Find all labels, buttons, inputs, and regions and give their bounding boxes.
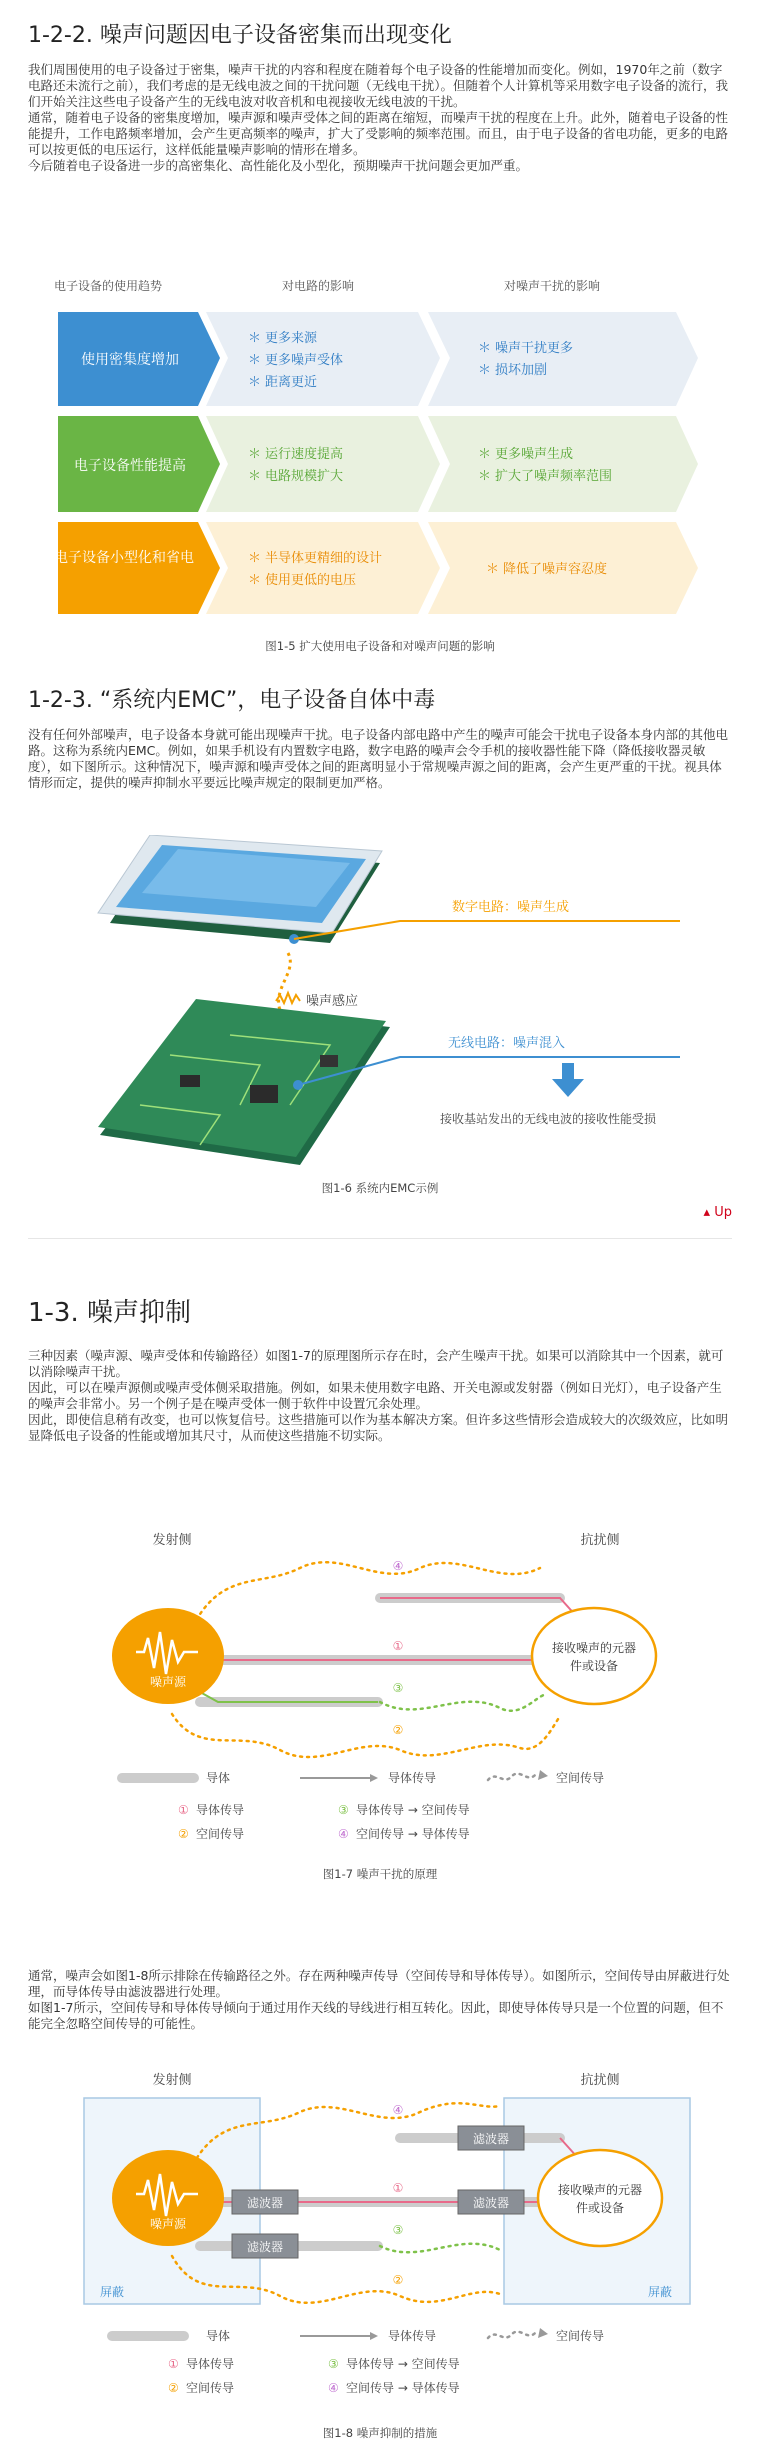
paragraph: 因此，可以在噪声源侧或噪声受体侧采取措施。例如，如果未使用数字电路、开关电源或发射器（例如日光灯），电子设备产生的噪声会非常小。另一个例子是在噪声受体一侧于软件中设置冗余处理。: [28, 1380, 722, 1411]
paragraph: 通常，噪声会如图1-8所示排除在传输路径之外。存在两种噪声传导（空间传导和导体传导）。如图所示，空间传导由屏蔽进行处理，而导体传导由滤波器进行处理。: [28, 1968, 730, 1999]
legend-conduction-label: 导体传导: [388, 1771, 437, 1785]
receiver-label-line1: 接收噪声的元器: [557, 2183, 643, 2197]
paragraph: 三种因素（噪声源、噪声受体和传输路径）如图1-7的原理图所示存在时，会产生噪声干扰。如果可以消除其中一个因素，就可以消除噪声干扰。: [28, 1348, 724, 1379]
circuit-board-illustration: [98, 999, 390, 1165]
legend-path-number: ②: [178, 1827, 189, 1841]
legend-radiation-swatch: [488, 1774, 536, 1780]
divider: [28, 1238, 732, 1239]
legend-path-label: 导体传导: [196, 1803, 245, 1817]
figure-1-7-caption: 图1-7 噪声干扰的原理: [322, 1867, 438, 1881]
fig5-trend-label: 电子设备性能提高: [74, 458, 186, 474]
legend-path-number: ④: [328, 2381, 339, 2395]
shield-label-immune: 屏蔽: [647, 2285, 673, 2299]
path-4-number: ④: [392, 2103, 404, 2117]
section-1-3-body: [28, 1348, 734, 1444]
legend-path-label: 空间传导: [196, 1827, 245, 1841]
paragraph: 我们周围使用的电子设备过于密集，噪声干扰的内容和程度在随着每个电子设备的性能增加而变化。例如，1970年之前（数字电路还未流行之前），我们考虑的是无线电波之间的干扰问题（无线电干扰）。但随着个人计算机等采用数字电子设备的流行，我们开始关注这些电子设备产生的无线电波对收音机和电视接收无线电波的干扰。: [28, 62, 729, 109]
fig5-circuit-item: ＊ 半导体更精细的设计: [248, 551, 383, 566]
fig5-row-performance: [58, 416, 698, 512]
up-arrow-icon: ▴: [703, 1205, 711, 1220]
fig5-noise-arrow: [428, 312, 698, 406]
svg-text:滤波器: 滤波器: [246, 2240, 284, 2254]
paragraph: 如图1-7所示，空间传导和导体传导倾向于通过用作天线的导线进行相互转化。因此，即使导体传导只是一个位置的问题，但不能完全忽略空间传导的可能性。: [28, 2000, 724, 2031]
figure-1-5: [0, 270, 760, 660]
fig5-circuit-item: ＊ 运行速度提高: [248, 447, 344, 462]
figure-1-6: [0, 835, 760, 1165]
path-1-number: ①: [392, 1639, 404, 1653]
receiver-node: [532, 1608, 656, 1704]
path-2-number: ②: [392, 2273, 404, 2287]
legend-conduction-label: 导体传导: [388, 2329, 437, 2343]
immune-side-label: 抗扰侧: [580, 2073, 620, 2088]
legend-radiation-swatch: [488, 2332, 536, 2338]
legend-path-label: 导体传导 → 空间传导: [356, 1803, 470, 1817]
receiver-node: [538, 2150, 662, 2246]
digital-circuit-label: 数字电路：噪声生成: [452, 900, 570, 915]
svg-text:滤波器: 滤波器: [472, 2132, 510, 2146]
section-title-1-2-2: 1-2-2. 噪声问题因电子设备密集而出现变化: [28, 23, 452, 48]
emit-side-label: 发射侧: [152, 2073, 192, 2088]
fig5-circuit-arrow: [206, 522, 440, 614]
path-3-number: ③: [392, 1681, 404, 1695]
digital-leader-line: [294, 921, 680, 939]
fig5-noise-item: ＊ 损坏加剧: [478, 363, 548, 378]
figure-1-8-caption: 图1-8 噪声抑制的措施: [322, 2426, 438, 2440]
paragraph: 今后随着电子设备进一步的高密集化、高性能化及小型化，预期噪声干扰问题会更加严重。: [28, 158, 529, 173]
figure-1-6-caption: 图1-6 系统内EMC示例: [321, 1181, 439, 1195]
emit-side-label: 发射侧: [152, 1533, 192, 1548]
fig5-noise-item: ＊ 扩大了噪声频率范围: [478, 469, 613, 484]
fig5-header-trend: 电子设备的使用趋势: [53, 279, 163, 293]
path-1-number: ①: [392, 2181, 404, 2195]
fig5-circuit-item: ＊ 距离更近: [248, 375, 318, 390]
path-2-radiation: [172, 1714, 560, 1757]
section-1-2-2-body: [28, 62, 734, 174]
section-title-1-3: 1-3. 噪声抑制: [28, 1298, 191, 1328]
section-1-2-3-body: [28, 727, 734, 791]
fig5-trend-label: 使用密集度增加: [81, 352, 179, 368]
noise-source-label: 噪声源: [149, 1675, 187, 1689]
legend-conductor-label: 导体: [206, 1771, 231, 1785]
fig5-trend-label: 电子设备小型化和省电: [54, 550, 194, 566]
wireless-circuit-label: 无线电路：噪声混入: [448, 1036, 566, 1051]
path-3-radiation: [380, 1694, 546, 1711]
phone-illustration: [98, 835, 382, 943]
legend-path-number: ③: [328, 2357, 339, 2371]
paragraph: 因此，即使信息稍有改变，也可以恢复信号。这些措施可以作为基本解决方案。但许多这些情形会造成较大的次级效应，比如明显降低电子设备的性能或增加其尺寸，从而使这些措施不切实际。: [28, 1412, 729, 1443]
legend-path-label: 空间传导 → 导体传导: [346, 2381, 460, 2395]
figure-1-5-caption: 图1-5 扩大使用电子设备和对噪声问题的影响: [265, 639, 495, 653]
legend-path-label: 空间传导 → 导体传导: [356, 1827, 470, 1841]
section-1-3-body-2: [28, 1968, 734, 2032]
legend-path-number: ④: [338, 1827, 349, 1841]
filter-block: [458, 2190, 524, 2214]
legend-path-number: ①: [178, 1803, 189, 1817]
receiver-label-line2: 件或设备: [575, 2201, 625, 2215]
fig5-header-circuit: 对电路的影响: [281, 279, 355, 293]
back-to-top-link[interactable]: ▴ Up: [703, 1205, 732, 1220]
path-3-number: ③: [392, 2223, 404, 2237]
fig5-trend-arrow: [58, 522, 220, 614]
noise-induction-label: 噪声感应: [306, 994, 359, 1009]
fig5-noise-arrow: [428, 416, 698, 512]
fig5-header-noise: 对噪声干扰的影响: [503, 279, 601, 293]
receiver-label-line2: 件或设备: [569, 1659, 619, 1673]
legend-path-number: ①: [168, 2357, 179, 2371]
legend-path-number: ②: [168, 2381, 179, 2395]
figure-1-8: [0, 2070, 760, 2420]
fig7-legend: [122, 1770, 604, 1841]
svg-text:滤波器: 滤波器: [472, 2196, 510, 2210]
receiver-label-line1: 接收噪声的元器: [551, 1641, 637, 1655]
legend-path-number: ③: [338, 1803, 349, 1817]
fig5-circuit-item: ＊ 电路规模扩大: [248, 469, 344, 484]
fig5-row-density: [58, 312, 698, 406]
fig8-legend: [112, 2328, 604, 2395]
down-arrow-icon: [552, 1063, 584, 1097]
fig5-row-miniaturization: [54, 522, 698, 614]
legend-path-label: 导体传导 → 空间传导: [346, 2357, 460, 2371]
fig5-noise-item: ＊ 更多噪声生成: [478, 447, 574, 462]
filter-block: [458, 2126, 524, 2150]
fig5-circuit-item: ＊ 使用更低的电压: [248, 573, 357, 588]
legend-radiation-label: 空间传导: [556, 2329, 605, 2343]
filter-block: [232, 2190, 298, 2214]
path-4-number: ④: [392, 1559, 404, 1573]
fig5-noise-item: ＊ 噪声干扰更多: [478, 341, 574, 356]
path-2-number: ②: [392, 1723, 404, 1737]
fig5-circuit-item: ＊ 更多来源: [248, 331, 318, 346]
paragraph: 通常，随着电子设备的密集度增加，噪声源和噪声受体之间的距离在缩短，而噪声干扰的程度在上升。此外，随着电子设备的性能提升，工作电路频率增加，会产生更高频率的噪声，扩大了受影响的频率范围。而且，由于电子设备的省电功能，更多的电路可以按更低的电压运行，这样低能量噪声影响的情形在增多。: [28, 110, 729, 157]
filter-block: [232, 2234, 298, 2258]
noise-source-label: 噪声源: [149, 2217, 187, 2231]
fig5-circuit-item: ＊ 更多噪声受体: [248, 353, 344, 368]
fig5-circuit-arrow: [206, 416, 440, 512]
shield-label-emit: 屏蔽: [99, 2285, 125, 2299]
fig5-noise-item: ＊ 降低了噪声容忍度: [486, 562, 608, 577]
legend-path-label: 空间传导: [186, 2381, 235, 2395]
immune-side-label: 抗扰侧: [580, 1533, 620, 1548]
paragraph: 没有任何外部噪声，电子设备本身就可能出现噪声干扰。电子设备内部电路中产生的噪声可能会干扰电子设备本身内部的其他电路。这称为系统内EMC。例如，如果手机设有内置数字电路，数字电路的噪声会令手机的接收器性能下降（降低接收器灵敏度），如下图所示。这种情况下，噪声源和噪声受体之间的距离明显小于常规噪声源之间的距离，会产生更严重的干扰。视具体情形而定，提供的噪声抑制水平要远比噪声规定的限制更加严格。: [28, 727, 729, 790]
legend-path-label: 导体传导: [186, 2357, 235, 2371]
legend-conductor-label: 导体: [206, 2329, 231, 2343]
figure-1-7: [0, 1528, 760, 1886]
legend-radiation-label: 空间传导: [556, 1771, 605, 1785]
reception-impaired-label: 接收基站发出的无线电波的接收性能受损: [440, 1112, 657, 1126]
svg-text:滤波器: 滤波器: [246, 2196, 284, 2210]
section-title-1-2-3: 1-2-3. “系统内EMC”，电子设备自体中毒: [28, 688, 436, 713]
path-3-radiation: [380, 2244, 500, 2253]
